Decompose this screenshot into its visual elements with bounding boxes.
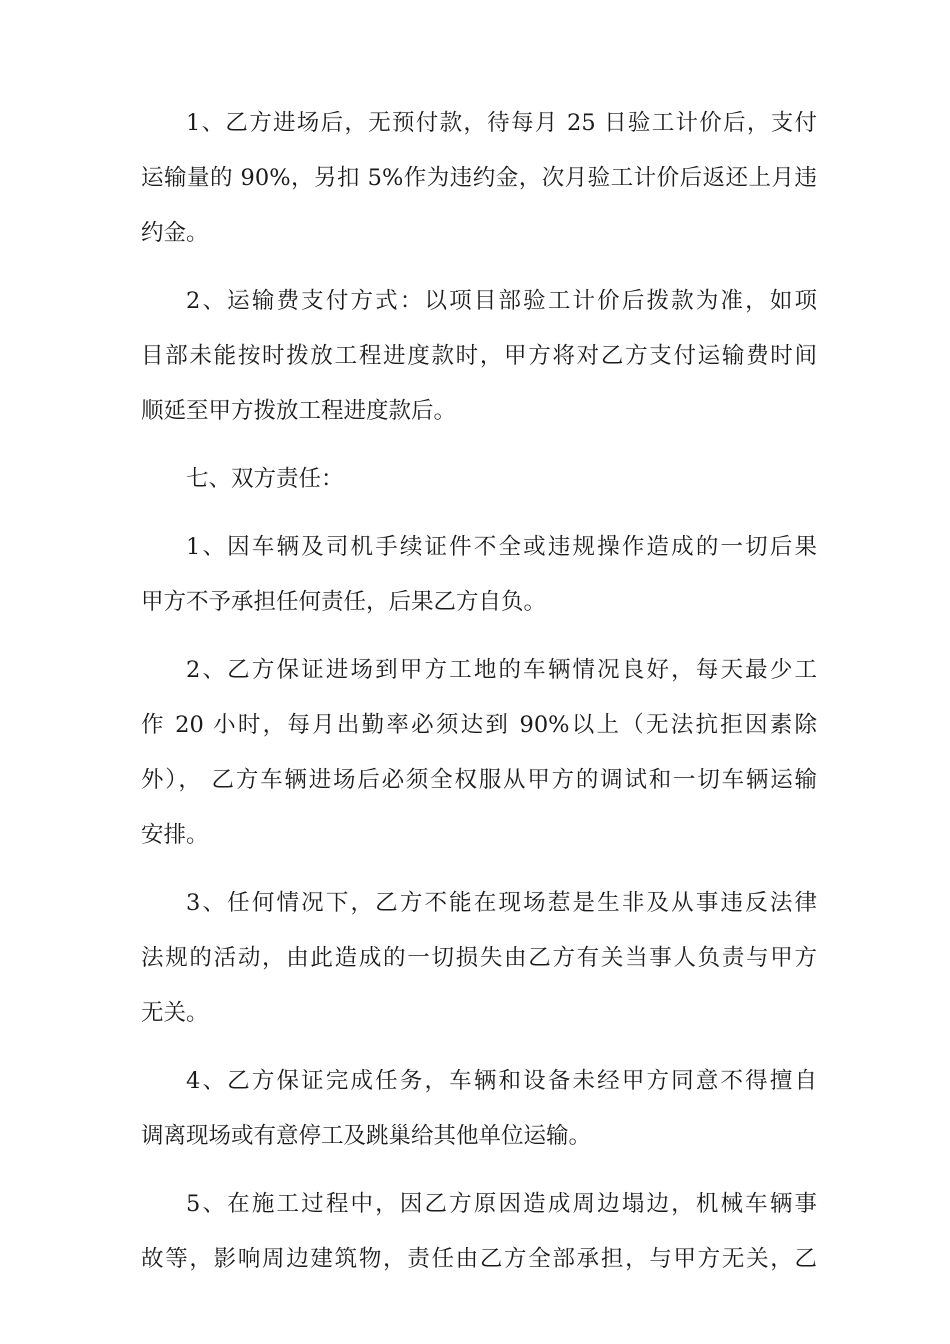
paragraph-line: 作 20 小时，每月出勤率必须达到 90%以上（无法抗拒因素除 [141,712,817,738]
paragraph [141,96,817,261]
paragraph-line: 1、乙方进场后，无预付款，待每月 25 日验工计价后，支付 [186,110,817,136]
paragraph [141,520,817,630]
paragraph [141,452,817,507]
paragraph-line: 3、任何情况下，乙方不能在现场惹是生非及从事违反法律 [186,890,817,916]
paragraph [141,643,817,863]
paragraph-line: 调离现场或有意停工及跳巢给其他单位运输。 [141,1123,592,1149]
paragraph [141,274,817,439]
document-body [141,96,817,1300]
paragraph-line: 顺延至甲方拨放工程进度款后。 [141,398,457,424]
paragraph-line: 2、运输费支付方式：以项目部验工计价后拨款为准，如项 [186,288,817,314]
paragraph-line: 甲方不予承担任何责任，后果乙方自负。 [141,589,547,615]
paragraph-line: 故等，影响周边建筑物，责任由乙方全部承担，与甲方无关，乙 [141,1246,817,1272]
paragraph-line: 2、乙方保证进场到甲方工地的车辆情况良好，每天最少工 [186,657,817,683]
paragraph-line: 4、乙方保证完成任务，车辆和设备未经甲方同意不得擅自 [186,1068,817,1094]
paragraph [141,1177,817,1287]
paragraph-line: 1、因车辆及司机手续证件不全或违规操作造成的一切后果 [186,534,817,560]
paragraph-line: 目部未能按时拨放工程进度款时，甲方将对乙方支付运输费时间 [141,343,817,369]
paragraph [141,876,817,1041]
paragraph-line: 无关。 [141,1000,209,1026]
paragraph-line: 安排。 [141,822,209,848]
paragraph-line: 法规的活动，由此造成的一切损失由乙方有关当事人负责与甲方 [141,945,817,971]
paragraph-line: 运输量的 90%，另扣 5%作为违约金，次月验工计价后返还上月违 [141,165,817,191]
paragraph [141,1054,817,1164]
paragraph-line: 七、双方责任： [186,466,344,492]
paragraph-line: 5、在施工过程中，因乙方原因造成周边塌边，机械车辆事 [186,1191,817,1217]
paragraph-line: 外）， 乙方车辆进场后必须全权服从甲方的调试和一切车辆运输 [141,767,817,793]
paragraph-line: 约金。 [141,220,209,246]
